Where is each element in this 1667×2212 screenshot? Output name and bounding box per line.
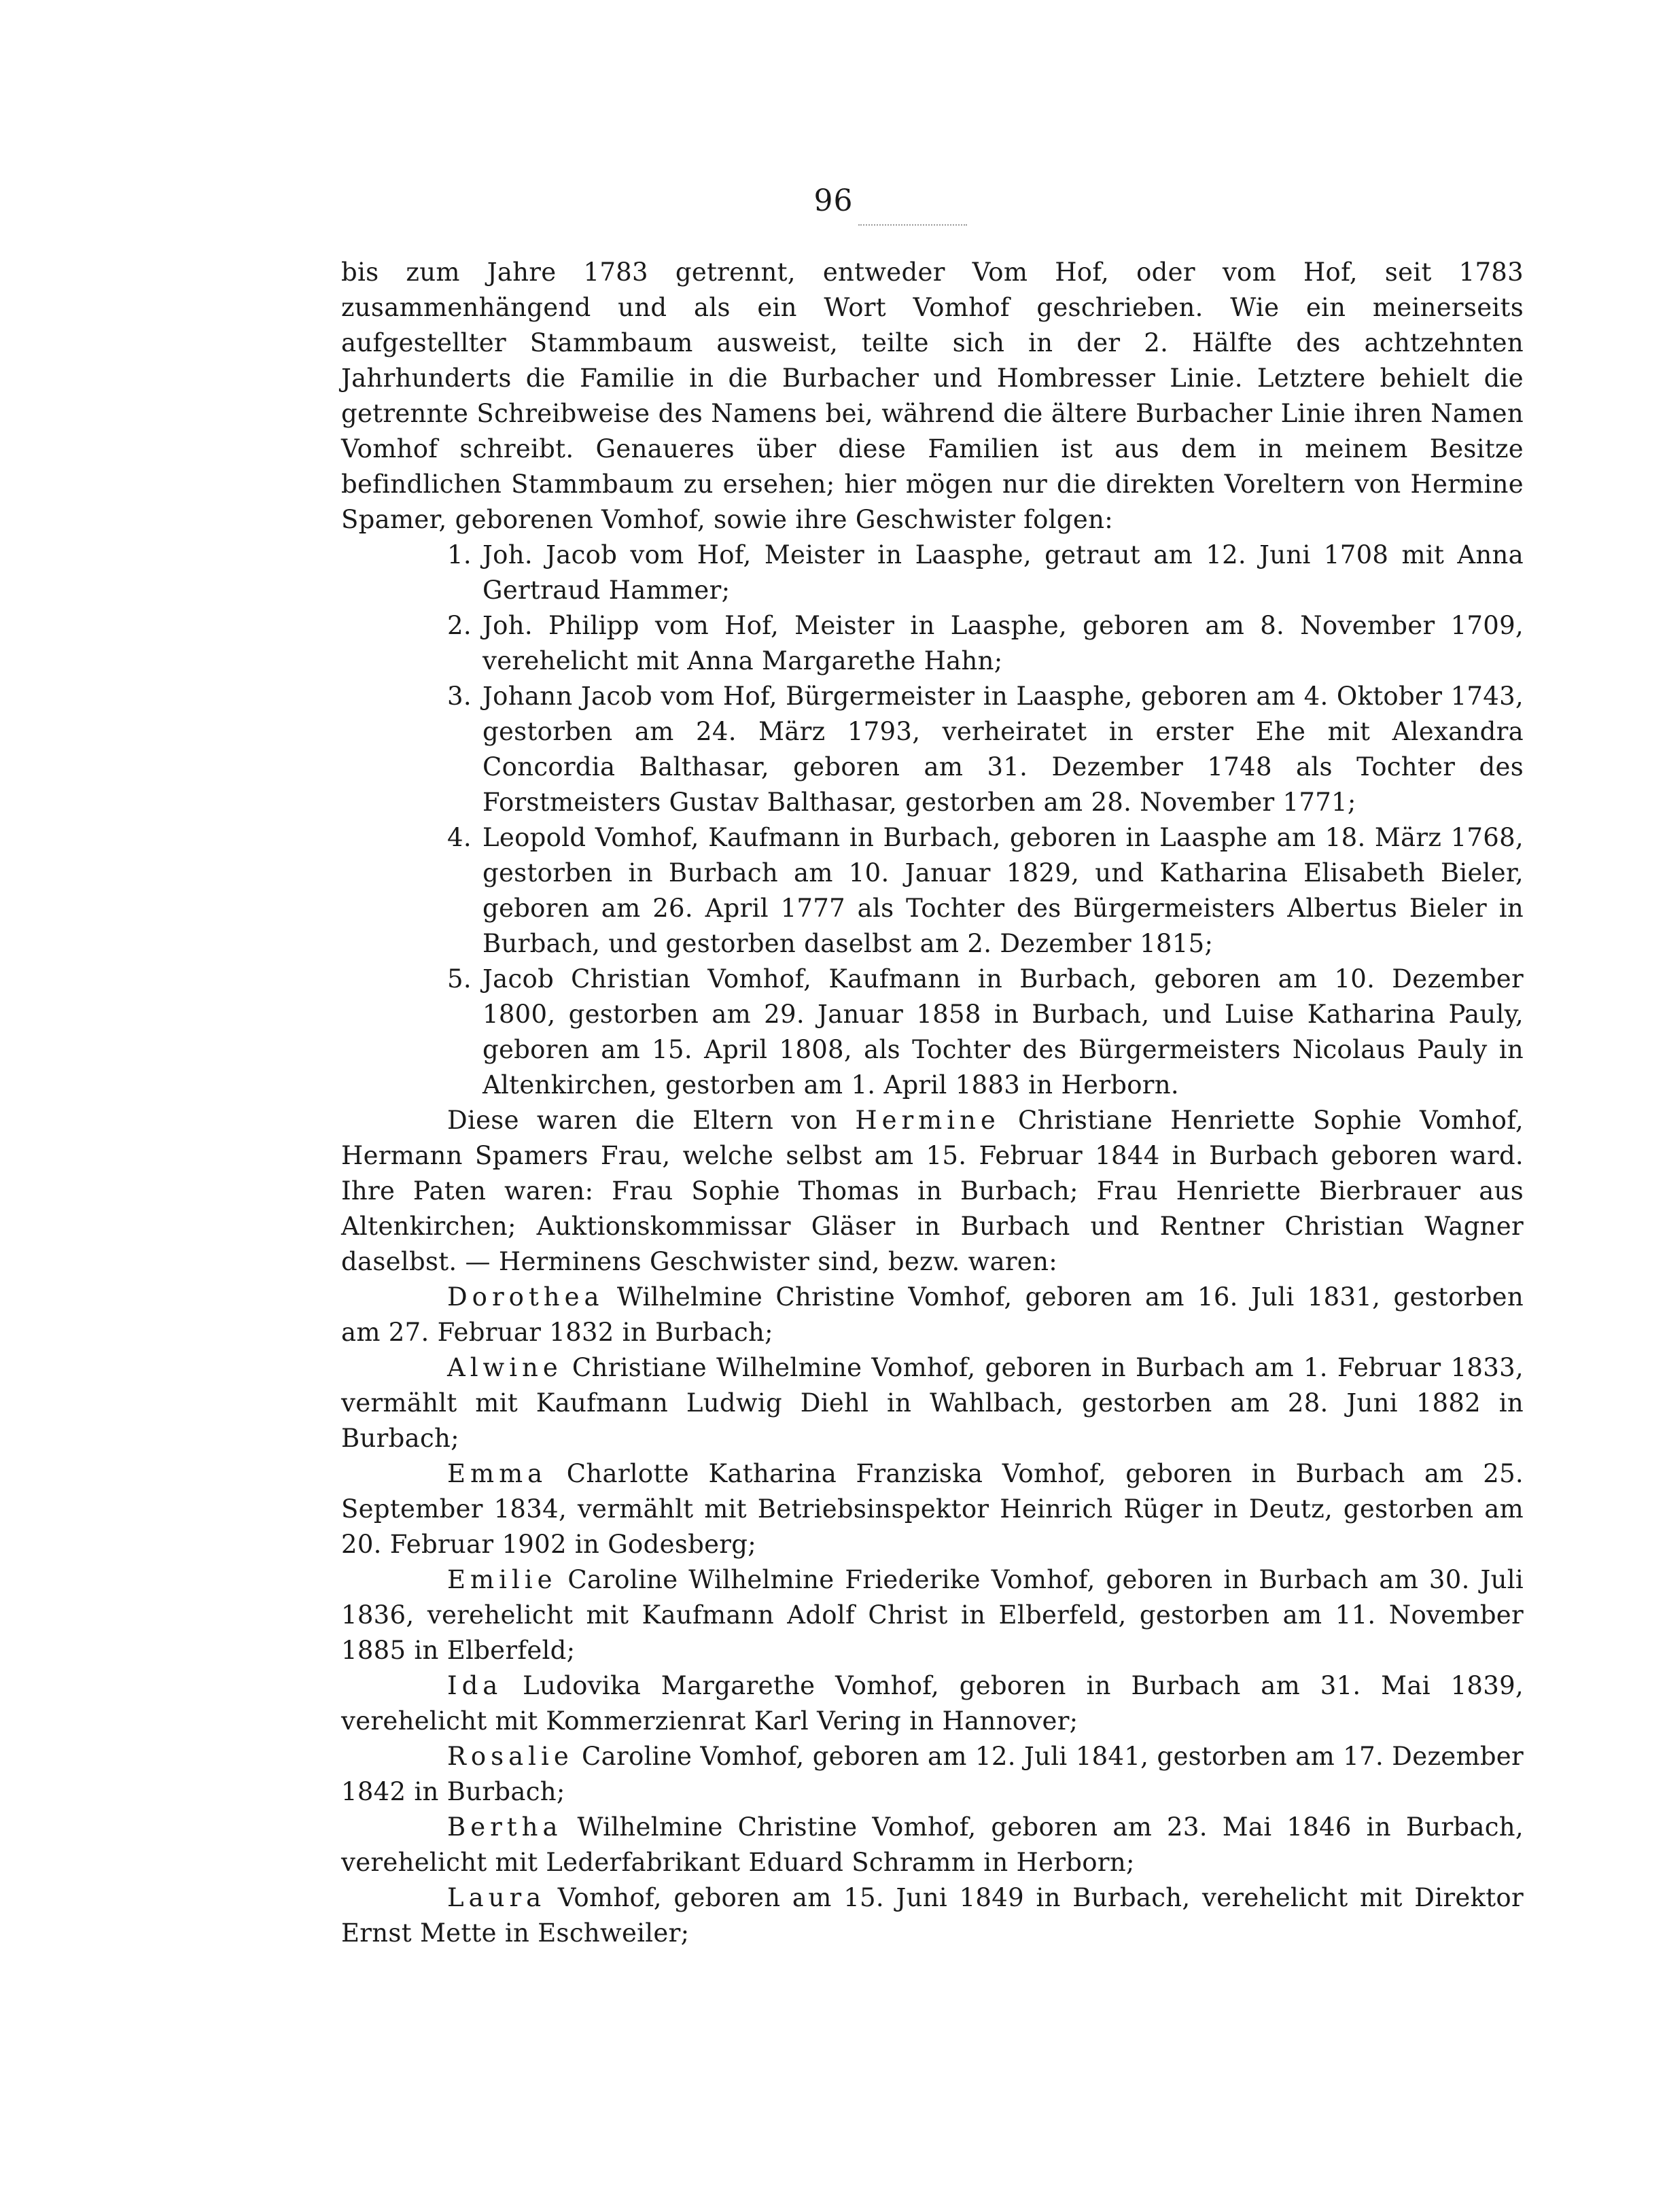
sibling-details: Vomhof, geboren am 15. Juni 1849 in Burbach, verehelicht mit Direktor Ernst Mette in Eschweiler; — [341, 1883, 1524, 1948]
list-item-text: Johann Jacob vom Hof, Bürgermeister in Laasphe, geboren am 4. Oktober 1743, gestorben am 24. März 1793, verheiratet in erster Ehe mit Alexandra Concordia Balthasar, geboren am 31. Dezember 1748 als Tochter des Forstmeisters Gustav Balthasar, gestorben am 28. November 1771; — [482, 682, 1524, 817]
sibling-entry — [341, 1280, 1524, 1350]
sibling-details: Wilhelmine Christine Vomhof, geboren am 16. Juli 1831, gestorben am 27. Februar 1832 in Burbach; — [341, 1282, 1524, 1347]
sibling-first-name: Rosalie — [447, 1742, 574, 1771]
parents-text-before: Diese waren die Eltern von — [447, 1106, 856, 1135]
sibling-first-name: Ida — [447, 1671, 503, 1700]
sibling-first-name: Alwine — [447, 1353, 563, 1382]
sibling-entry — [341, 1350, 1524, 1456]
sibling-entry — [341, 1456, 1524, 1562]
list-item — [341, 538, 1524, 608]
sibling-details: Charlotte Katharina Franziska Vomhof, geboren in Burbach am 25. September 1834, vermählt mit Betriebsinspektor Heinrich Rüger in Deutz, gestorben am 20. Februar 1902 in Godesberg; — [341, 1459, 1524, 1559]
list-item-text: Joh. Jacob vom Hof, Meister in Laasphe, getraut am 12. Juni 1708 mit Anna Gertraud Hammer; — [482, 540, 1524, 605]
list-item — [341, 962, 1524, 1103]
list-item — [341, 820, 1524, 962]
parents-paragraph — [341, 1103, 1524, 1280]
list-item — [341, 679, 1524, 820]
list-item-text: Leopold Vomhof, Kaufmann in Burbach, geboren in Laasphe am 18. März 1768, gestorben in Burbach am 10. Januar 1829, und Katharina Elisabeth Bieler, geboren am 26. April 1777 als Tochter des Bürgermeisters Albertus Bieler in Burbach, und gestorben daselbst am 2. Dezember 1815; — [482, 823, 1524, 958]
sibling-entry — [341, 1880, 1524, 1951]
list-item-number: 4. — [447, 823, 472, 852]
hermine-name: Hermine — [855, 1106, 1000, 1135]
sibling-entry — [341, 1562, 1524, 1668]
sibling-details: Ludovika Margarethe Vomhof, geboren in Burbach am 31. Mai 1839, verehelicht mit Kommerzienrat Karl Vering in Hannover; — [341, 1671, 1524, 1736]
sibling-entry — [341, 1668, 1524, 1739]
sibling-details: Wilhelmine Christine Vomhof, geboren am 23. Mai 1846 in Burbach, verehelicht mit Lederfabrikant Eduard Schramm in Herborn; — [341, 1812, 1524, 1877]
list-item-number: 3. — [447, 682, 472, 711]
sibling-first-name: Emilie — [447, 1565, 557, 1594]
list-item-text: Jacob Christian Vomhof, Kaufmann in Burbach, geboren am 10. Dezember 1800, gestorben am 29. Januar 1858 in Burbach, und Luise Katharina Pauly, geboren am 15. April 1808, als Tochter des Bürgermeisters Nicolaus Pauly in Altenkirchen, gestorben am 1. April 1883 in Herborn. — [482, 964, 1524, 1100]
list-item — [341, 608, 1524, 679]
text-block — [341, 255, 1524, 1951]
sibling-first-name: Dorothea — [447, 1282, 604, 1312]
list-item-number: 5. — [447, 964, 472, 994]
intro-paragraph: bis zum Jahre 1783 getrennt, entweder Vom Hof, oder vom Hof, seit 1783 zusammenhängend und als ein Wort Vomhof geschrieben. Wie ein meinerseits aufgestellter Stammbaum ausweist, teilte sich in der 2. Hälfte des achtzehnten Jahrhunderts die Familie in die Burbacher und Hombresser Linie. Letztere behielt die getrennte Schreibweise des Namens bei, während die ältere Burbacher Linie ihren Namen Vomhof schreibt. Genaueres über diese Familien ist aus dem in meinem Besitze befindlichen Stammbaum zu ersehen; hier mögen nur die direkten Voreltern von Hermine Spamer, geborenen Vomhof, sowie ihre Geschwister folgen: — [341, 258, 1524, 534]
sibling-first-name: Laura — [447, 1883, 546, 1912]
sibling-entry — [341, 1739, 1524, 1810]
parents-text-after: Christiane Henriette Sophie Vomhof, Hermann Spamers Frau, welche selbst am 15. Februar 1844 in Burbach geboren ward. Ihre Paten waren: Frau Sophie Thomas in Burbach; Frau Henriette Bierbrauer aus Altenkirchen; Auktionskommissar Gläser in Burbach und Rentner Christian Wagner daselbst. — Herminens Geschwister sind, bezw. waren: — [341, 1106, 1524, 1276]
sibling-entry — [341, 1810, 1524, 1880]
sibling-details: Caroline Wilhelmine Friederike Vomhof, geboren in Burbach am 30. Juli 1836, verehelicht mit Kaufmann Adolf Christ in Elberfeld, gestorben am 11. November 1885 in Elberfeld; — [341, 1565, 1524, 1665]
list-item-number: 2. — [447, 611, 472, 640]
list-item-text: Joh. Philipp vom Hof, Meister in Laasphe, geboren am 8. November 1709, verehelicht mit Anna Margarethe Hahn; — [482, 611, 1524, 675]
list-item-number: 1. — [447, 540, 472, 569]
sibling-details: Caroline Vomhof, geboren am 12. Juli 1841, gestorben am 17. Dezember 1842 in Burbach; — [341, 1742, 1524, 1806]
sibling-first-name: Bertha — [447, 1812, 563, 1842]
sibling-first-name: Emma — [447, 1459, 548, 1488]
page-number: 96 — [813, 183, 854, 218]
ancestor-list — [341, 538, 1524, 1103]
page-number-underline — [858, 224, 967, 226]
sibling-details: Christiane Wilhelmine Vomhof, geboren in Burbach am 1. Februar 1833, vermählt mit Kaufmann Ludwig Diehl in Wahlbach, gestorben am 28. Juni 1882 in Burbach; — [341, 1353, 1524, 1453]
